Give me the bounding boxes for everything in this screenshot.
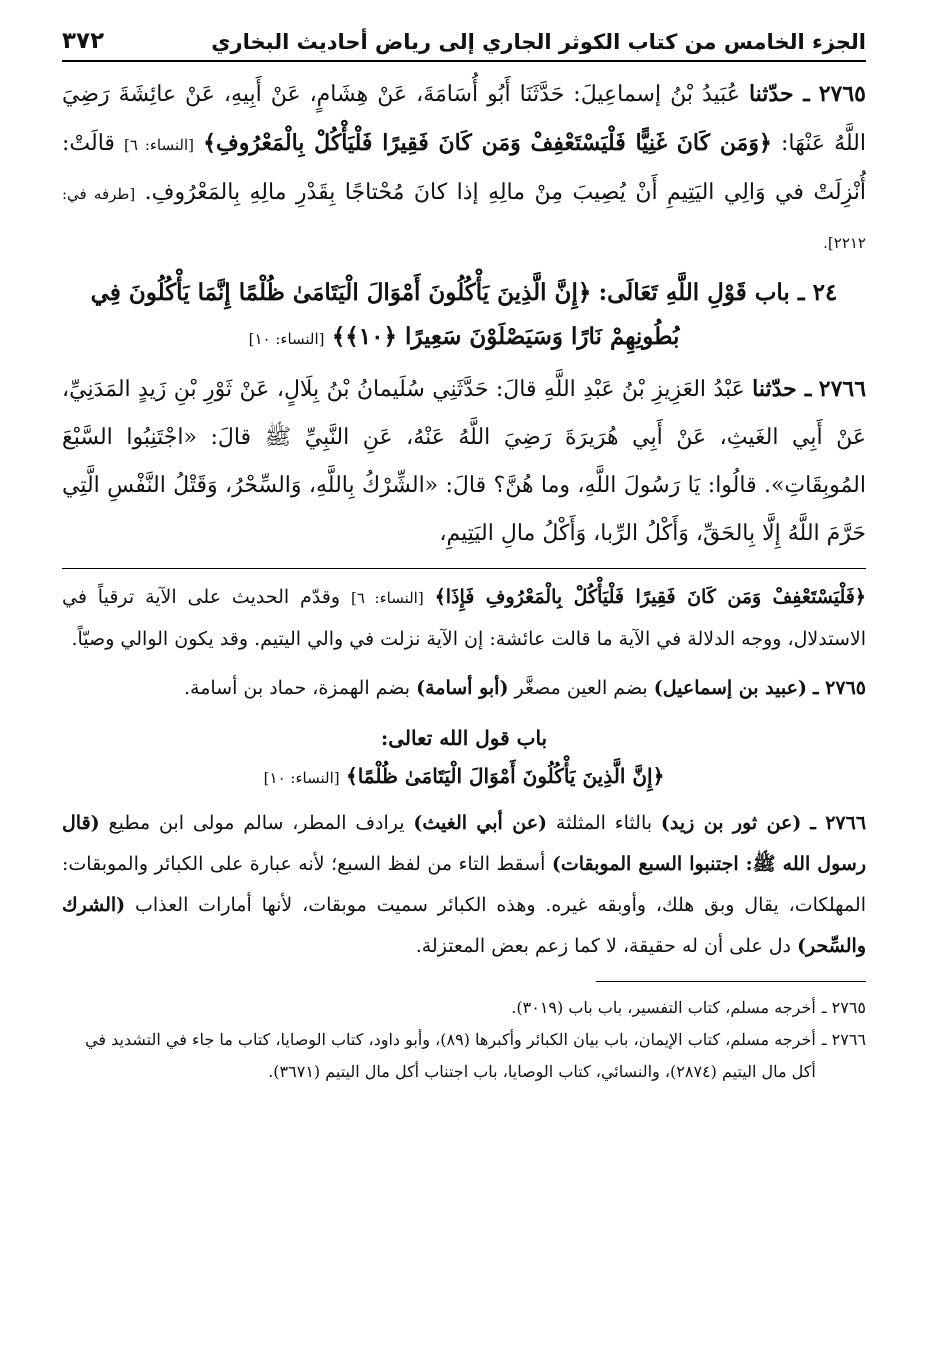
hadith-text: عَبْدُ العَزِيزِ بْنُ عَبْدِ اللَّهِ قالَ: حَدَّثَنِي سُلَيمانُ بْنُ بِلَالٍ، عَنْ ثَوْرِ بْنِ زَيدٍ المَدَنِيِّ، عَنْ أَبِي الغَيثِ، عَنْ أَبِي هُرَيرَةَ رَضِيَ اللَّهُ عَنْهُ، عَنِ النَّبِيِّ ﷺ قالَ: «اجْتَنِبُوا السَّبْعَ المُوبِقَاتِ». قالُوا: يَا رَسُولَ اللَّهِ، وما هُنَّ؟ قالَ: «الشِّرْكُ بِاللَّهِ، وَالسِّحْرُ، وَقَتْلُ النَّفْسِ الَّتِي حَرَّمَ اللَّهُ إِلَّا بِالحَقِّ، وَأَكْلُ الرِّبا، وَأَكْلُ مالِ اليَتِيمِ،	[62, 377, 866, 546]
chapter-verse: ﴿إِنَّ الَّذِينَ يَأْكُلُونَ أَمْوَالَ الْيَتَامَىٰ ظُلْمًا إِنَّمَا يَأْكُلُونَ فِي بُطُونِهِمْ نَارًا وَسَيَصْلَوْنَ سَعِيرًا ﴿١٠﴾﴾	[90, 279, 680, 350]
commentary-text: يرادف المطر، سالم مولى ابن مطيع	[108, 812, 405, 834]
verse-reference: [النساء: ٦]	[350, 589, 424, 607]
chapter-verse-reference: [النساء: ١٠]	[248, 330, 325, 348]
commentary-text: أسقط التاء من لفظ السبع؛ لأنه عبارة على الكبائر والموبقات: المهلكات، يقال وبق هلك، وأوبقه غيره. وهذه الكبائر سميت موبقات، لأنها أمارات العذاب	[62, 853, 866, 916]
footnote-2765	[62, 992, 866, 1024]
commentary-paragraph-2766	[62, 803, 866, 967]
chapter-label: ٢٤ ـ باب قَوْلِ اللَّهِ تَعَالَى:	[598, 279, 838, 306]
quran-verse: ﴿فَلْيَسْتَعْفِفْ وَمَن كَانَ فَقِيرًا فَلْيَأْكُلْ بِالْمَعْرُوفِ فَإِذَا﴾	[434, 586, 867, 608]
commentary-divider	[62, 568, 866, 569]
footnote-number: ٢٧٦٥ ـ	[821, 998, 866, 1017]
footnote-2766	[62, 1024, 866, 1088]
commentary-text: وقدّم الحديث على الآية ترقياً في الاستدلال، ووجه الدلالة في الآية ما قالت عائشة: إن الآية نزلت في والي اليتيم. وقد يكون الوالي وصيّاً.	[62, 586, 866, 650]
commentary-text: بضم الهمزة، حماد بن أسامة.	[183, 677, 411, 699]
commentary-chapter-label: باب قول الله تعالى:	[380, 726, 548, 750]
quoted-phrase: (قال رسول الله ﷺ: اجتنبوا السبع الموبقات)	[62, 812, 867, 875]
narrator-name: (عبيد بن إسماعيل)	[653, 677, 807, 699]
hadith-2766: ٢٧٦٦ ـ حدّثنا عَبْدُ العَزِيزِ بْنُ عَبْدِ اللَّهِ قالَ: حَدَّثَنِي سُلَيمانُ بْنُ بِلَالٍ، عَنْ ثَوْرِ بْنِ زَيدٍ المَدَنِيِّ، عَنْ أَبِي الغَيثِ، عَنْ أَبِي هُرَيرَةَ رَضِيَ اللَّهُ عَنْهُ، عَنِ النَّبِيِّ ﷺ قالَ: «اجْتَنِبُوا السَّبْعَ المُوبِقَاتِ». قالُوا: يَا رَسُولَ اللَّهِ، وما هُنَّ؟ قالَ: «الشِّرْكُ بِاللَّهِ، وَالسِّحْرُ، وَقَتْلُ النَّفْسِ الَّتِي حَرَّمَ اللَّهُ إِلَّا بِالحَقِّ، وَأَكْلُ الرِّبا، وَأَكْلُ مالِ اليَتِيمِ،	[62, 376, 867, 546]
commentary-number: ٢٧٦٦ ـ	[810, 812, 867, 834]
commentary-paragraph-2765	[62, 668, 866, 709]
footnote-text: أخرجه مسلم، كتاب التفسير، باب باب (٣٠١٩).	[511, 998, 816, 1017]
footnote-text: أخرجه مسلم، كتاب الإيمان، باب بيان الكبائر وأكبرها (٨٩)، وأبو داود، كتاب الوصايا، كتاب ما جاء في التشديد في أكل مال اليتيم (٢٨٧٤)، والنسائي، كتاب الوصايا، باب اجتناب أكل مال اليتيم (٣٦٧١).	[85, 1030, 816, 1081]
hadith-number: ٢٧٦٦	[818, 376, 867, 402]
narrator-name: (عن أبي الغيث)	[413, 812, 548, 834]
commentary-chapter-heading	[62, 719, 866, 797]
footnote-number: ٢٧٦٦ ـ	[821, 1030, 866, 1049]
verse-reference: [النساء: ٦]	[124, 136, 194, 154]
hadith-lead: حدّثنا	[748, 81, 794, 107]
hadith-lead: حدّثنا	[752, 376, 797, 402]
commentary-text: دل على أن له حقيقة، لا كما زعم بعض المعتزلة.	[415, 935, 792, 957]
commentary-number: ٢٧٦٥ ـ	[812, 677, 866, 699]
page-number: ٣٧٢	[62, 28, 105, 54]
narrator-name: (أبو أسامة)	[416, 677, 509, 699]
hadith-isnad: عُبَيدُ بْنُ إسماعِيلَ: حَدَّثَنَا أَبُو أُسَامَةَ، عَنْ هِشَامٍ، عَنْ أَبِيهِ، عَنْ عائِشَةَ رَضِيَ اللَّهُ عَنْهَا:	[62, 82, 866, 156]
hadith-2765: ٢٧٦٥ ـ حدّثنا عُبَيدُ بْنُ إسماعِيلَ: حَدَّثَنَا أَبُو أُسَامَةَ، عَنْ هِشَامٍ، عَنْ أَبِيهِ، عَنْ عائِشَةَ رَضِيَ اللَّهُ عَنْهَا: ﴿وَمَن كَانَ غَنِيًّا فَلْيَسْتَعْفِفْ وَمَن كَانَ فَقِيرًا فَلْيَأْكُلْ بِالْمَعْرُوفِ﴾ [النساء: ٦] قالَتْ: أُنْزِلَتْ في وَالِي اليَتِيمِ أَنْ يُصِيبَ مِنْ مالِهِ إذا كانَ مُحْتاجًا بِقَدْرِ مالِهِ بِالمَعْرُوفِ. [طرفه في: ٢٢١٢].	[62, 81, 866, 252]
hadith-number: ٢٧٦٥	[818, 81, 866, 107]
commentary-chapter-verse-reference: [النساء: ١٠]	[263, 769, 340, 787]
quoted-phrase: (الشرك والسِّحر)	[62, 894, 866, 957]
commentary-chapter-verse: ﴿إِنَّ الَّذِينَ يَأْكُلُونَ أَمْوَالَ الْيَتَامَىٰ ظُلْمًا﴾	[345, 764, 665, 788]
commentary-paragraph-1	[62, 577, 866, 660]
footnote-divider	[596, 981, 866, 982]
tarf-reference: [طرفه في: ٢٢١٢].	[62, 185, 866, 252]
hadith-matn: قالَتْ: أُنْزِلَتْ في وَالِي اليَتِيمِ أَنْ يُصِيبَ مِنْ مالِهِ إذا كانَ مُحْتاجًا بِقَدْرِ مالِهِ بِالمَعْرُوفِ.	[62, 131, 866, 205]
running-title: الجزء الخامس من كتاب الكوثر الجاري إلى رياض أحاديث البخاري	[211, 30, 866, 54]
commentary-text: بضم العين مصغَّر	[514, 677, 648, 699]
commentary-text: بالثاء المثلثة	[555, 812, 653, 834]
running-header	[62, 28, 866, 62]
quran-verse: ﴿وَمَن كَانَ غَنِيًّا فَلْيَسْتَعْفِفْ وَمَن كَانَ فَقِيرًا فَلْيَأْكُلْ بِالْمَعْرُوفِ﴾	[203, 130, 772, 156]
narrator-name: (عن ثور بن زيد)	[660, 812, 802, 834]
chapter-heading-24	[62, 271, 866, 361]
